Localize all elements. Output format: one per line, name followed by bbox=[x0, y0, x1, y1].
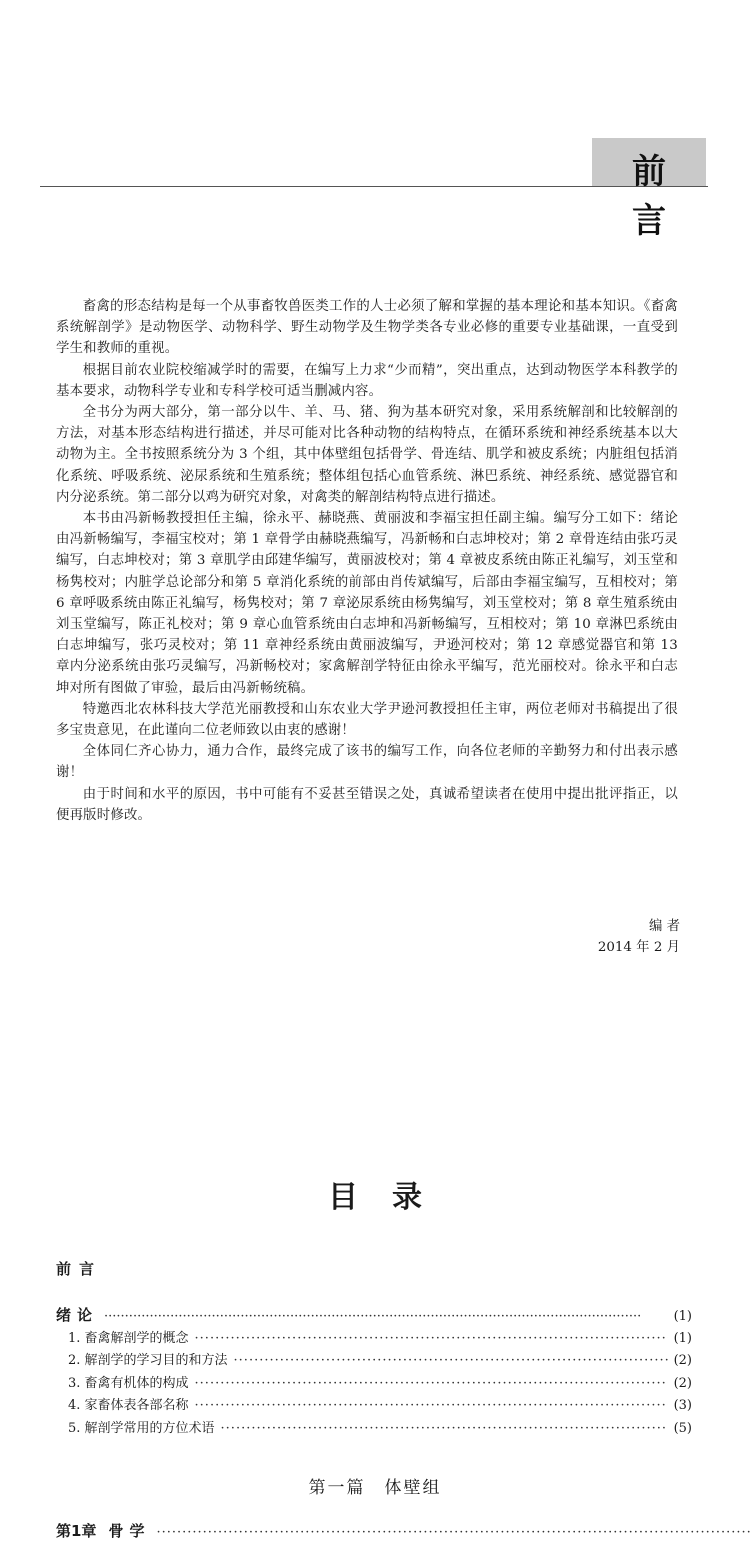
preface-paragraph: 根据目前农业院校缩减学时的需要，在编写上力求“少而精”，突出重点，达到动物医学本科教学的基本要求，动物科学专业和专科学校可适当删减内容。 bbox=[56, 362, 678, 399]
preface-paragraph: 全书分为两大部分，第一部分以牛、羊、马、猪、狗为基本研究对象，采用系统解剖和比较解剖的方法，对基本形态结构进行描述，并尽可能对比各种动物的结构特点，在循环系统和神经系统基本以大动物为主。全书按照系统分为 3 个组，其中体壁组包括骨学、骨连结、肌学和被皮系统；内脏组包括消化系统、呼吸系统、泌尿系统和生殖系统；整体组包括心血管系统、淋巴系统、神经系统、感觉器官和内分泌系统。第二部分以鸡为研究对象，对禽类的解剖结构特点进行描述。 bbox=[56, 405, 678, 505]
toc-entry-label: 4. 家畜体表各部名称 bbox=[68, 1398, 189, 1413]
toc-leader-dots bbox=[234, 1353, 668, 1368]
preface-signature bbox=[560, 916, 680, 958]
toc-subentry[interactable] bbox=[56, 1327, 692, 1350]
preface-paragraph: 本书由冯新畅教授担任主编，徐永平、赫晓燕、黄丽波和李福宝担任副主编。编写分工如下：绪论由冯新畅编写，李福宝校对；第 1 章骨学由赫晓燕编写，冯新畅和白志坤校对；第 2 章骨连结由张巧灵编写，白志坤校对；第 3 章肌学由邱建华编写，黄丽波校对；第 4 章被皮系统由陈正礼编写，刘玉堂和杨隽校对；内脏学总论部分和第 5 章消化系统的前部由肖传斌编写，后部由李福宝编写，互相校对；第 6 章呼吸系统由陈正礼编写，杨隽校对；第 7 章泌尿系统由杨隽编写，刘玉堂校对；第 8 章生殖系统由刘玉堂编写，陈正礼校对；第 9 章心血管系统由白志坤和冯新畅编写，互相校对；第 10 章淋巴系统由白志坤编写，张巧灵校对；第 11 章神经系统由黄丽波编写，尹逊河校对；第 12 章感觉器官和第 13 章内分泌系统由张巧灵编写，冯新畅校对；家禽解剖学特征由徐永平编写，范光丽校对。徐永平和白志坤对所有图做了审验，最后由冯新畅统稿。 bbox=[56, 511, 678, 696]
preface-paragraph: 全体同仁齐心协力，通力合作，最终完成了该书的编写工作，向各位老师的辛勤努力和付出表示感谢！ bbox=[56, 744, 678, 781]
toc-subentry[interactable] bbox=[56, 1372, 692, 1395]
toc-part-heading: 第一篇 体壁组 bbox=[308, 1478, 442, 1498]
toc-list bbox=[56, 1304, 692, 1439]
toc-entry-label: 绪论 bbox=[56, 1306, 99, 1324]
toc-entry-page: (5) bbox=[673, 1420, 692, 1436]
toc-subentry[interactable] bbox=[56, 1394, 692, 1417]
preface-paragraph: 特邀西北农林科技大学范光丽教授和山东农业大学尹逊河教授担任主审，两位老师对书稿提出了很多宝贵意见，在此谨向二位老师致以由衷的感谢！ bbox=[56, 701, 678, 739]
toc-entry-label: 2. 解剖学的学习目的和方法 bbox=[68, 1353, 228, 1368]
toc-entry-page: (1) bbox=[673, 1330, 692, 1346]
preface-heading: 前言 bbox=[632, 152, 692, 241]
toc-subentry[interactable] bbox=[56, 1417, 692, 1440]
preface-body bbox=[56, 296, 678, 826]
toc-chapter-number: 第1章 bbox=[56, 1522, 97, 1540]
toc-title: 目录 bbox=[328, 1180, 456, 1215]
preface-heading-box bbox=[592, 138, 706, 241]
toc-leader-dots bbox=[221, 1421, 668, 1436]
toc-chapter-entry[interactable] bbox=[56, 1520, 750, 1541]
toc-entry-intro[interactable] bbox=[56, 1304, 692, 1327]
toc-entry-page: (2) bbox=[673, 1353, 692, 1368]
toc-preface-entry[interactable]: 前言 bbox=[56, 1260, 103, 1278]
preface-paragraph: 畜禽的形态结构是每一个从事畜牧兽医类工作的人士必须了解和掌握的基本理论和基本知识。《畜禽系统解剖学》是动物医学、动物科学、野生动物学及生物学类各专业必修的重要专业基础课，一直受到学生和教师的重视。 bbox=[56, 299, 678, 357]
toc-leader-dots bbox=[195, 1376, 668, 1391]
preface-paragraph: 由于时间和水平的原因，书中可能有不妥甚至错误之处，真诚希望读者在使用中提出批评指正，以便再版时修改。 bbox=[56, 786, 678, 823]
preface-date: 2014 年 2 月 bbox=[597, 940, 680, 956]
toc-entry-page: (3) bbox=[673, 1398, 692, 1413]
toc-leader-dots bbox=[156, 1525, 750, 1540]
toc-chapter-title: 骨学 bbox=[108, 1522, 151, 1540]
toc-entry-page: (2) bbox=[673, 1375, 692, 1391]
toc-subentry[interactable] bbox=[56, 1349, 692, 1372]
toc-chapter-row bbox=[56, 1520, 692, 1541]
toc-entry-label: 3. 畜禽有机体的构成 bbox=[68, 1375, 189, 1391]
toc-leader-dots bbox=[104, 1309, 668, 1324]
toc-entry-page: (1) bbox=[673, 1309, 692, 1324]
toc-chapter-label bbox=[56, 1520, 150, 1541]
toc-leader-dots bbox=[195, 1398, 668, 1413]
toc-leader-dots bbox=[195, 1331, 668, 1346]
preface-author: 编 者 bbox=[648, 919, 680, 934]
toc-entry-label: 1. 畜禽解剖学的概念 bbox=[68, 1330, 189, 1346]
toc-entry-label: 5. 解剖学常用的方位术语 bbox=[68, 1420, 215, 1436]
